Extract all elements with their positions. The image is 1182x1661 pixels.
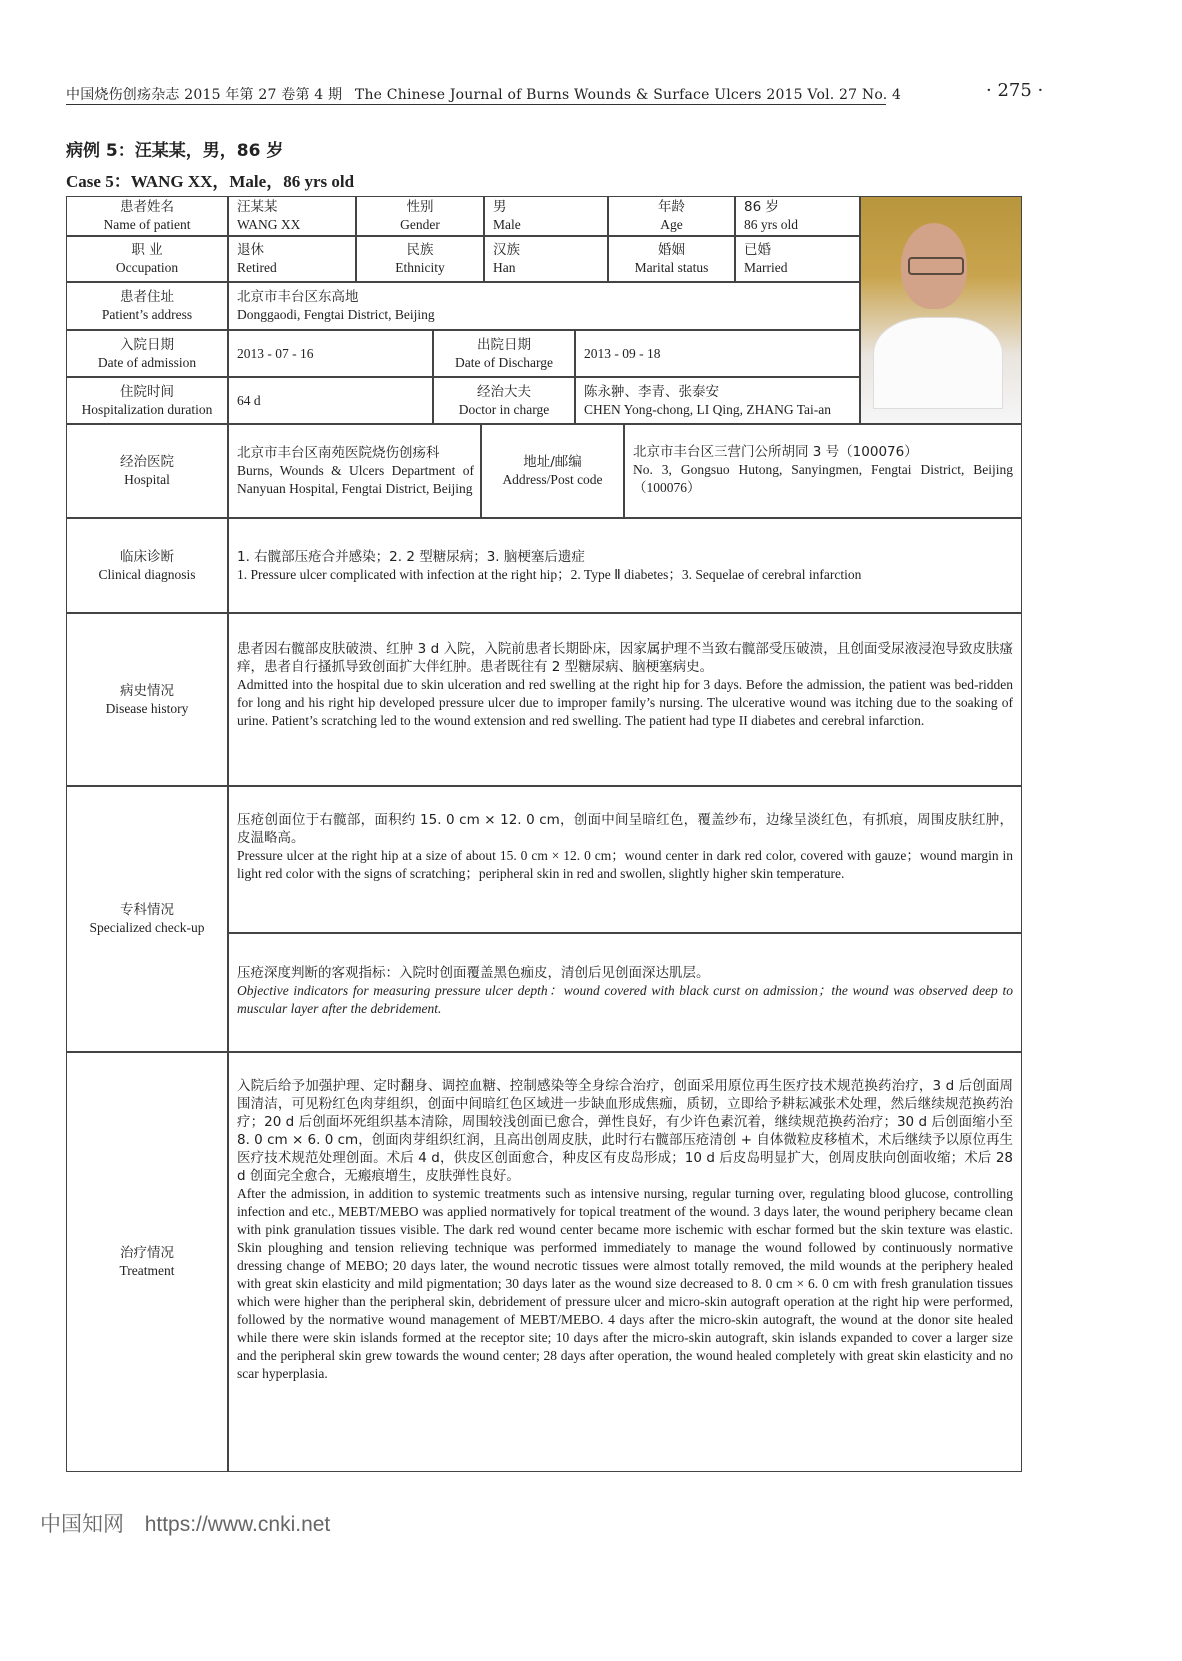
discharge-date: 2013 - 09 - 18: [584, 345, 661, 361]
address-value-en: Donggaodi, Fengtai District, Beijing: [237, 307, 435, 322]
doctor-label-en: Doctor in charge: [458, 401, 550, 417]
gender-value-cn: 男: [493, 199, 507, 215]
duration-value: [228, 377, 433, 424]
doctor-label: [433, 377, 575, 424]
post-label-en: Address/Post code: [502, 472, 603, 487]
duration-days: 64 d: [237, 392, 261, 408]
checkup-label: [66, 786, 228, 1052]
history-label: [66, 613, 228, 786]
history-value-cn: 患者因右髋部皮肤破溃、红肿 3 d 入院，入院前患者长期卧床，因家属护理不当致右髋部受压破溃，且创面受尿液浸泡导致皮肤瘙痒，患者自行搔抓导致创面扩大伴红肿。患者既往有 2 型糖尿病、脑梗塞病史。: [237, 641, 1013, 675]
occupation-value-cn: 退休: [237, 242, 264, 258]
history-label-cn: 病史情况: [120, 682, 174, 699]
name-label-cn: 患者姓名: [120, 199, 174, 215]
journal-title-cn: 中国烧伤创疡杂志 2015 年第 27 卷第 4 期: [66, 87, 343, 103]
case-record-table: [66, 196, 1082, 1656]
address-label-en: Patient’s address: [101, 307, 193, 322]
treatment-label-cn: 治疗情况: [120, 1245, 174, 1261]
gender-label: [356, 196, 484, 236]
gender-value: [484, 196, 608, 236]
checkup-value1-cn: 压疮创面位于右髋部，面积约 15. 0 cm × 12. 0 cm，创面中间呈暗红色，覆盖纱布，边缘呈淡红色，有抓痕，周围皮肤红肿，皮温略高。: [237, 812, 1013, 846]
ethnicity-value-en: Han: [493, 260, 516, 275]
post-value: [624, 424, 1022, 518]
checkup-value2-en: Objective indicators for measuring pressure ulcer depth：wound covered with black curst on admission；the wound was observed deep to muscular layer after the debridement.: [237, 983, 1013, 1016]
occupation-value-en: Retired: [237, 260, 277, 275]
age-label-cn: 年龄: [658, 199, 685, 215]
hospital-value: [228, 424, 481, 518]
occupation-label-en: Occupation: [115, 260, 179, 275]
doctor-value-en: CHEN Yong-chong, LI Qing, ZHANG Tai-an: [584, 401, 832, 417]
photo-coat: [873, 317, 1003, 409]
diagnosis-value-cn: 1. 右髋部压疮合并感染；2. 2 型糖尿病；3. 脑梗塞后遗症: [237, 548, 585, 565]
address-label: [66, 282, 228, 330]
checkup-label-cn: 专科情况: [120, 902, 174, 918]
hospital-label-cn: 经治医院: [120, 454, 174, 470]
doctor-label-cn: 经治大夫: [477, 383, 531, 400]
page-number: · 275 ·: [986, 80, 1044, 101]
duration-label-cn: 住院时间: [120, 383, 174, 400]
ethnicity-value: [484, 236, 608, 282]
treatment-label-en: Treatment: [119, 1263, 175, 1278]
doctor-value: [575, 377, 860, 424]
admission-value: [228, 330, 433, 377]
diagnosis-label: [66, 518, 228, 613]
history-label-en: Disease history: [105, 700, 189, 716]
history-value-en: Admitted into the hospital due to skin ulceration and red swelling at the right hip for 3 days. Before the admission, the patient was bed-ridden for long and his right hip developed pressure ulcer due to improper family’s nursing. The ulcerative wound was itching due to the soaking of urine. Patient’s scratching led to the wound extension and red swelling. The patient had type II diabetes and cerebral infarction.: [237, 677, 1013, 728]
occupation-value: [228, 236, 356, 282]
checkup-value2-cn: 压疮深度判断的客观指标：入院时创面覆盖黑色痂皮，清创后见创面深达肌层。: [237, 965, 710, 981]
running-header: [66, 80, 1066, 106]
marital-label: [608, 236, 735, 282]
hospital-label: [66, 424, 228, 518]
marital-value-en: Married: [744, 260, 788, 275]
hospital-value-en: Burns, Wounds & Ulcers Department of Nanyuan Hospital, Fengtai District, Beijing: [237, 463, 474, 496]
address-value-cn: 北京市丰台区东高地: [237, 289, 359, 305]
name-label-en: Name of patient: [103, 217, 191, 232]
age-value-en: 86 yrs old: [744, 217, 798, 232]
admission-label-cn: 入院日期: [120, 336, 174, 353]
ethnicity-label-en: Ethnicity: [395, 260, 445, 275]
checkup-label-en: Specialized check-up: [89, 920, 205, 935]
cnki-url[interactable]: https://www.cnki.net: [144, 1513, 331, 1536]
occupation-label-cn: 职 业: [131, 242, 163, 258]
gender-label-cn: 性别: [406, 199, 434, 215]
diagnosis-label-cn: 临床诊断: [120, 548, 174, 565]
admission-date: 2013 - 07 - 16: [237, 345, 314, 361]
treatment-value-cn: 入院后给予加强护理、定时翻身、调控血糖、控制感染等全身综合治疗，创面采用原位再生医疗技术规范换药治疗，3 d 后创面周围清洁，可见粉红色肉芽组织，创面中间暗红色区域进一步缺血形成焦痂，质韧，立即给予耕耘减张术处理，然后继续规范换药治疗；20 d 后创面坏死组织基本清除，周围较浅创面已愈合，弹性良好，有少许色素沉着，继续规范换药治疗；30 d 后创面缩小至 8. 0 cm × 6. 0 cm，创面肉芽组织红润，且高出创周皮肤，此时行右髋部压疮清创 + 自体微粒皮移植术，术后继续予以原位再生医疗技术规范处理创面。术后 4 d，供皮区创面愈合，种皮区有皮岛形成；10 d 后皮岛明显扩大，创周皮肤向创面收缩；术后 28 d 创面完全愈合，无瘢痕增生，皮肤弹性良好。: [237, 1078, 1013, 1184]
journal-header: [66, 84, 909, 104]
cnki-watermark: [40, 1508, 330, 1538]
post-label-cn: 地址/邮编: [523, 454, 582, 470]
duration-label: [66, 377, 228, 424]
header-rule: [66, 104, 886, 105]
ethnicity-label: [356, 236, 484, 282]
marital-label-cn: 婚姻: [658, 242, 685, 258]
cnki-brand: 中国知网: [40, 1512, 124, 1536]
case-title-en: Case 5：WANG XX，Male，86 yrs old: [66, 172, 355, 191]
ethnicity-value-cn: 汉族: [493, 242, 520, 258]
discharge-label: [433, 330, 575, 377]
diagnosis-value-en: 1. Pressure ulcer complicated with infection at the right hip；2. Type Ⅱ diabetes；3. Sequelae of cerebral infarction: [237, 566, 862, 582]
post-label: [481, 424, 624, 518]
discharge-label-cn: 出院日期: [477, 336, 531, 353]
marital-value: [735, 236, 860, 282]
doctor-value-cn: 陈永翀、李青、张泰安: [584, 383, 719, 400]
treatment-label: [66, 1052, 228, 1472]
history-value: [228, 613, 1022, 786]
post-value-cn: 北京市丰台区三营门公所胡同 3 号（100076）: [633, 444, 918, 460]
journal-title-en: The Chinese Journal of Burns Wounds & Surface Ulcers 2015 Vol. 27 No. 4: [354, 87, 902, 103]
address-value: [228, 282, 860, 330]
hospital-value-cn: 北京市丰台区南苑医院烧伤创疡科: [237, 445, 440, 461]
marital-value-cn: 已婚: [744, 242, 771, 258]
checkup-value-2: [228, 933, 1022, 1052]
admission-label-en: Date of admission: [97, 354, 197, 370]
name-label: [66, 196, 228, 236]
marital-label-en: Marital status: [634, 260, 709, 275]
treatment-value-en: After the admission, in addition to systemic treatments such as intensive nursing, regular turning over, regulating blood glucose, controlling infection and etc., MEBT/MEBO was applied normatively for topical treatment of the wound. 3 days later, the wound periphery became clean with pink granulation tissues visible. The dark red wound center became more ischemic with eschar formed but the skin texture was elastic. Skin ploughing and tension relieving technique was performed immediately to manage the wound followed by continuously normative dressing change of MEBO; 20 days later, the wound necrotic tissues were almost totally removed, the mild wounds at the periphery healed with great skin elasticity and mild pigmentation; 30 days later as the wound size decreased to 8. 0 cm × 6. 0 cm with fresh granulation tissues which were higher than the peripheral skin, debridement of pressure ulcer and micro-skin autograft operation at the right hip were performed, followed by the normative wound management of MEBT/MEBO. 4 days after the micro-skin autograft, the wound at the donor site healed while there were skin islands formed at the receptor site; 10 days after the micro-skin autograft, skin islands expanded to cover a larger size and the peripheral skin grew towards the wound center; 28 days after operation, the wound healed completely with great skin elasticity and no scar hyperplasia.: [237, 1186, 1013, 1381]
ethnicity-label-cn: 民族: [406, 242, 434, 258]
name-value-en: WANG XX: [237, 217, 301, 232]
patient-photo: [860, 196, 1022, 424]
case-title-cn: 病例 5：汪某某，男，86 岁: [66, 141, 284, 161]
age-label: [608, 196, 735, 236]
treatment-value: [228, 1052, 1022, 1472]
hospital-label-en: Hospital: [124, 472, 170, 487]
age-value: [735, 196, 860, 236]
photo-glasses: [908, 257, 964, 275]
age-value-cn: 86 岁: [744, 199, 779, 215]
discharge-label-en: Date of Discharge: [455, 354, 553, 370]
age-label-en: Age: [660, 217, 683, 232]
post-value-en: No. 3, Gongsuo Hutong, Sanyingmen, Fengtai District, Beijing（100076）: [633, 462, 1013, 495]
gender-value-en: Male: [493, 217, 521, 232]
address-label-cn: 患者住址: [120, 289, 174, 305]
checkup-value-1: [228, 786, 1022, 933]
name-value: [228, 196, 356, 236]
duration-label-en: Hospitalization duration: [81, 401, 213, 417]
occupation-label: [66, 236, 228, 282]
name-value-cn: 汪某某: [237, 199, 278, 215]
discharge-value: [575, 330, 860, 377]
gender-label-en: Gender: [400, 217, 440, 232]
admission-label: [66, 330, 228, 377]
checkup-value1-en: Pressure ulcer at the right hip at a size of about 15. 0 cm × 12. 0 cm；wound center in dark red color, covered with gauze；wound margin in light red color with the signs of scratching；peripheral skin in red and swollen, slightly higher skin temperature.: [237, 848, 1013, 881]
diagnosis-label-en: Clinical diagnosis: [98, 566, 196, 582]
diagnosis-value: [228, 518, 1022, 613]
